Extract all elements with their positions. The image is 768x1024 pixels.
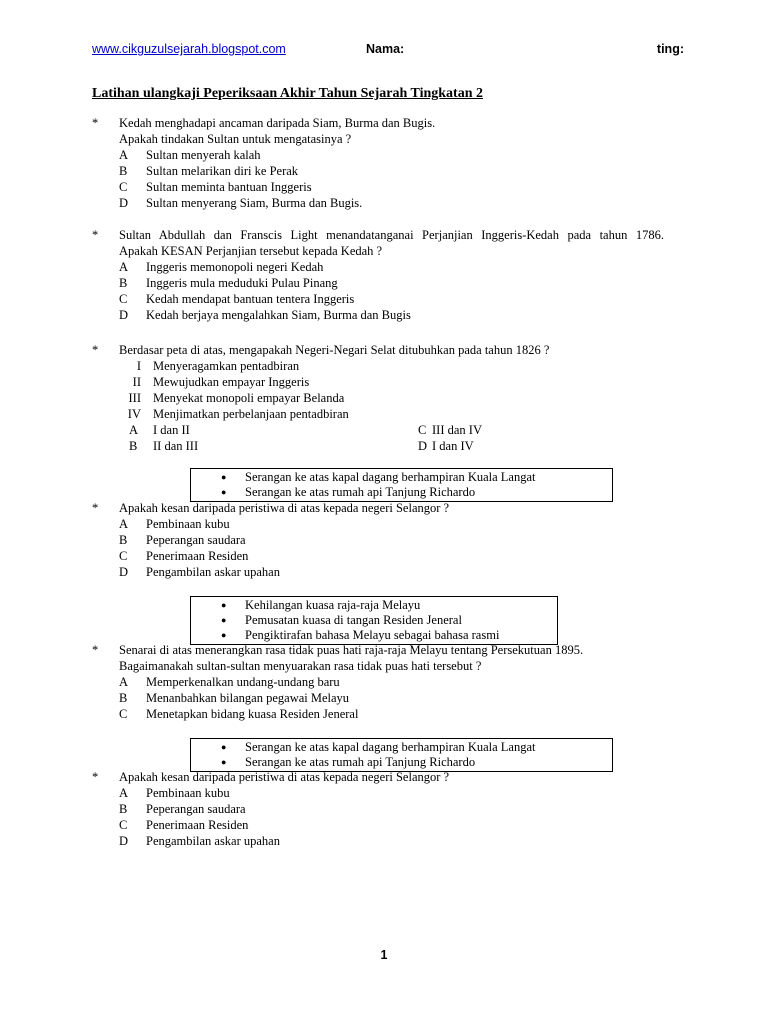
option-letter: B bbox=[119, 802, 128, 816]
roman-numeral: I bbox=[136, 359, 141, 373]
question-1 bbox=[92, 115, 664, 211]
option-a bbox=[119, 785, 664, 801]
option-letter: B bbox=[129, 439, 138, 453]
question-text: Apakah KESAN Perjanjian tersebut kepada Kedah ? bbox=[119, 244, 383, 258]
page-header bbox=[92, 42, 692, 60]
option-text: Penerimaan Residen bbox=[146, 549, 249, 563]
question-text: Apakah kesan daripada peristiwa di atas kepada negeri Selangor ? bbox=[119, 770, 450, 784]
question-marker: * bbox=[92, 643, 99, 657]
option-text: Sultan menyerah kalah bbox=[146, 148, 261, 162]
option-text: Sultan melarikan diri ke Perak bbox=[146, 164, 299, 178]
roman-item-1 bbox=[119, 358, 664, 374]
bullet-item bbox=[191, 598, 557, 613]
option-letter: C bbox=[119, 818, 128, 832]
option-letter: A bbox=[119, 675, 129, 689]
roman-text: Mewujudkan empayar Inggeris bbox=[153, 375, 310, 389]
option-letter: D bbox=[418, 439, 428, 453]
bullet-text: Pengiktirafan bahasa Melayu sebagai bahasa rasmi bbox=[245, 628, 500, 642]
option-text: Menetapkan bidang kuasa Residen Jeneral bbox=[146, 707, 359, 721]
option-d bbox=[119, 833, 664, 849]
option-b bbox=[119, 690, 664, 706]
question-marker: * bbox=[92, 770, 99, 784]
bullet-icon: ● bbox=[221, 472, 227, 482]
option-letter: D bbox=[119, 196, 129, 210]
option-text: I dan IV bbox=[432, 439, 474, 453]
question-text: Senarai di atas menerangkan rasa tidak puas hati raja-raja Melayu tentang Persekutuan 1895. bbox=[119, 643, 584, 657]
option-letter: A bbox=[119, 786, 129, 800]
bullet-text: Serangan ke atas rumah api Tanjung Richardo bbox=[245, 485, 476, 499]
bullet-icon: ● bbox=[221, 742, 227, 752]
bullet-text: Serangan ke atas rumah api Tanjung Richardo bbox=[245, 755, 476, 769]
bullet-text: Serangan ke atas kapal dagang berhampiran Kuala Langat bbox=[245, 740, 536, 754]
bullet-icon: ● bbox=[221, 600, 227, 610]
roman-numeral: III bbox=[128, 391, 141, 405]
option-d bbox=[119, 307, 664, 323]
question-6 bbox=[92, 769, 664, 849]
option-letter: C bbox=[119, 292, 128, 306]
option-text: Peperangan saudara bbox=[146, 533, 246, 547]
option-text: Menanbahkan bilangan pegawai Melayu bbox=[146, 691, 350, 705]
question-4 bbox=[92, 500, 664, 580]
question-text: Bagaimanakah sultan-sultan menyuarakan rasa tidak puas hati tersebut ? bbox=[119, 659, 482, 673]
nama-label: Nama: bbox=[366, 42, 405, 56]
option-b bbox=[119, 532, 664, 548]
roman-text: Menyekat monopoli empayar Belanda bbox=[153, 391, 345, 405]
bullet-icon: ● bbox=[221, 487, 227, 497]
option-b bbox=[119, 163, 664, 179]
question-3 bbox=[92, 342, 664, 454]
option-text: Sultan meminta bantuan Inggeris bbox=[146, 180, 312, 194]
roman-item-4 bbox=[119, 406, 664, 422]
bullet-item bbox=[191, 628, 557, 643]
question-marker: * bbox=[92, 343, 99, 357]
option-text: Pembinaan kubu bbox=[146, 517, 230, 531]
info-box-2 bbox=[190, 596, 558, 645]
option-text: Inggeris memonopoli negeri Kedah bbox=[146, 260, 324, 274]
option-text: Memperkenalkan undang-undang baru bbox=[146, 675, 340, 689]
option-letter: C bbox=[119, 707, 128, 721]
option-b bbox=[119, 275, 664, 291]
bullet-item bbox=[191, 740, 612, 755]
bullet-item bbox=[191, 755, 612, 770]
option-letter: C bbox=[119, 549, 128, 563]
option-text: Sultan menyerang Siam, Burma dan Bugis. bbox=[146, 196, 363, 210]
option-c bbox=[119, 179, 664, 195]
option-text: Inggeris mula meduduki Pulau Pinang bbox=[146, 276, 338, 290]
option-text: Kedah mendapat bantuan tentera Inggeris bbox=[146, 292, 355, 306]
option-letter: B bbox=[119, 164, 128, 178]
roman-item-2 bbox=[119, 374, 664, 390]
option-text: I dan II bbox=[153, 423, 190, 437]
option-letter: A bbox=[119, 517, 129, 531]
question-text: Berdasar peta di atas, mengapakah Negeri-Negari Selat ditubuhkan pada tahun 1826 ? bbox=[119, 343, 550, 357]
option-letter: B bbox=[119, 276, 128, 290]
bullet-item bbox=[191, 613, 557, 628]
question-text: Apakah tindakan Sultan untuk mengatasinya ? bbox=[119, 132, 352, 146]
info-box-1 bbox=[190, 468, 613, 502]
option-c bbox=[119, 706, 664, 722]
info-box-3 bbox=[190, 738, 613, 772]
option-letter: C bbox=[418, 423, 427, 437]
option-text: Kedah berjaya mengalahkan Siam, Burma dan Bugis bbox=[146, 308, 411, 322]
option-text: Penerimaan Residen bbox=[146, 818, 249, 832]
option-text: Pengambilan askar upahan bbox=[146, 834, 280, 848]
option-letter: D bbox=[119, 565, 129, 579]
question-text: Apakah kesan daripada peristiwa di atas kepada negeri Selangor ? bbox=[119, 501, 450, 515]
ting-label: ting: bbox=[656, 42, 684, 56]
option-letter: B bbox=[119, 533, 128, 547]
option-letter: A bbox=[119, 260, 129, 274]
option-a bbox=[119, 516, 664, 532]
answer-row-1 bbox=[119, 422, 664, 438]
answer-row-2 bbox=[119, 438, 664, 454]
option-d bbox=[119, 195, 664, 211]
bullet-item bbox=[191, 470, 612, 485]
bullet-text: Pemusatan kuasa di tangan Residen Jeneral bbox=[245, 613, 462, 627]
option-letter: D bbox=[119, 308, 129, 322]
blog-url-link[interactable]: www.cikguzulsejarah.blogspot.com bbox=[92, 42, 286, 56]
roman-numeral: II bbox=[132, 375, 141, 389]
option-text: Peperangan saudara bbox=[146, 802, 246, 816]
question-2 bbox=[92, 227, 664, 323]
option-c bbox=[119, 291, 664, 307]
option-letter: A bbox=[119, 148, 129, 162]
option-text: III dan IV bbox=[432, 423, 482, 437]
option-letter: A bbox=[129, 423, 139, 437]
option-a bbox=[119, 147, 664, 163]
bullet-icon: ● bbox=[221, 757, 227, 767]
option-c bbox=[119, 548, 664, 564]
question-marker: * bbox=[92, 501, 99, 515]
option-a bbox=[119, 674, 664, 690]
question-text: Sultan Abdullah dan Franscis Light menandatanganai Perjanjian Inggeris-Kedah pada tahun 1786. bbox=[119, 228, 664, 242]
bullet-text: Serangan ke atas kapal dagang berhampiran Kuala Langat bbox=[245, 470, 536, 484]
bullet-item bbox=[191, 485, 612, 500]
roman-text: Menjimatkan perbelanjaan pentadbiran bbox=[153, 407, 349, 421]
roman-text: Menyeragamkan pentadbiran bbox=[153, 359, 300, 373]
option-text: II dan III bbox=[153, 439, 199, 453]
option-b bbox=[119, 801, 664, 817]
question-marker: * bbox=[92, 228, 99, 242]
roman-item-3 bbox=[119, 390, 664, 406]
bullet-text: Kehilangan kuasa raja-raja Melayu bbox=[245, 598, 421, 612]
bullet-icon: ● bbox=[221, 630, 227, 640]
option-letter: D bbox=[119, 834, 129, 848]
option-a bbox=[119, 259, 664, 275]
option-text: Pembinaan kubu bbox=[146, 786, 230, 800]
option-letter: C bbox=[119, 180, 128, 194]
document-title: Latihan ulangkaji Peperiksaan Akhir Tahun Sejarah Tingkatan 2 bbox=[92, 86, 483, 101]
option-text: Pengambilan askar upahan bbox=[146, 565, 280, 579]
option-d bbox=[119, 564, 664, 580]
question-5 bbox=[92, 642, 664, 722]
roman-numeral: IV bbox=[127, 407, 141, 421]
option-c bbox=[119, 817, 664, 833]
page-number: 1 bbox=[380, 948, 388, 962]
bullet-icon: ● bbox=[221, 615, 227, 625]
option-letter: B bbox=[119, 691, 128, 705]
question-marker: * bbox=[92, 116, 99, 130]
question-text: Kedah menghadapi ancaman daripada Siam, Burma dan Bugis. bbox=[119, 116, 436, 130]
